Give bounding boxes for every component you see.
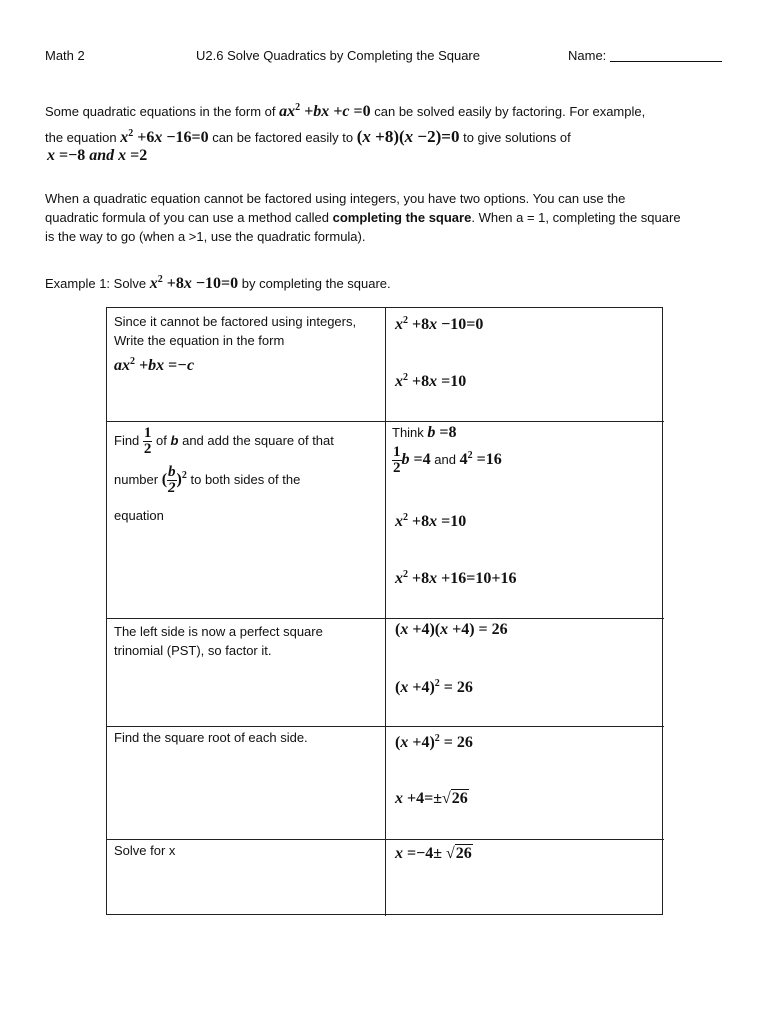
example-1-equation: $x^2 +8x -10=0$	[149, 274, 239, 292]
name-label: Name:	[568, 48, 722, 63]
step-2-equation-a: $x^2 +8x =10$	[395, 512, 467, 530]
step-3-description: The left side is now a perfect square trinomial (PST), so factor it.	[114, 624, 323, 658]
step-3-equation-b: $(x +4)^2 = 26$	[395, 678, 473, 696]
b-over-2-squared: ( $\frac{b}{2}$ )$^2$	[161, 464, 187, 496]
intro-p2-line-3: is the way to go (when a >1, use the quadratic formula).	[45, 229, 366, 244]
step-1-description: Since it cannot be factored using integers, Write the equation in the form $ax^2 +bx =-c$	[114, 314, 357, 374]
row-divider	[107, 726, 664, 727]
step-2-description: Find $\frac{1}{2}$ of b and add the square of that number ( $\frac{b}{2}$ )$^2$ to both sides of the equation	[114, 425, 334, 523]
intro-line-1: Some quadratic equations in the form of $ax^2 +bx +c =0$ can be solved easily by factoring. For example,	[45, 102, 646, 120]
row-divider	[107, 618, 664, 619]
step-1-equation-a: $x^2 +8x -10=0$	[395, 315, 484, 333]
think-b-line: Think b =8	[392, 424, 457, 441]
half-b-line: $\frac{1}{2}$ b =4 and $4^2 =16$	[393, 444, 502, 476]
example-equation: $x^2 +6x -16=0$	[120, 128, 209, 146]
one-half-fraction: $\frac{1}{2}$	[143, 425, 152, 457]
form-equation: $ax^2 +bx =-c$	[114, 356, 195, 374]
step-4-equation-a: $(x +4)^2 = 26$	[395, 733, 473, 751]
step-1-equation-b: $x^2 +8x =10$	[395, 372, 467, 390]
course-label: Math 2	[45, 48, 85, 63]
column-divider	[385, 308, 386, 916]
step-5-equation: x =−4± √26	[395, 845, 472, 862]
intro-line-2: the equation $x^2 +6x -16=0$ can be factored easily to (x +8)(x −2)=0 to give solutions of	[45, 127, 571, 146]
row-divider	[107, 839, 664, 840]
solutions-text: x =−8 and x =2	[47, 147, 148, 164]
name-blank-line[interactable]	[610, 61, 722, 62]
page-title: U2.6 Solve Quadratics by Completing the Square	[196, 48, 480, 63]
step-4-equation-b: x +4=±√26	[395, 790, 468, 807]
standard-form-equation: $ax^2 +bx +c =0$	[279, 102, 371, 120]
intro-p2-line-1: When a quadratic equation cannot be factored using integers, you have two options. You can use the	[45, 191, 626, 206]
step-4-description: Find the square root of each side.	[114, 730, 308, 745]
steps-table	[106, 307, 663, 915]
row-divider	[107, 421, 664, 422]
completing-the-square-term: completing the square	[332, 210, 472, 225]
step-3-equation-a: (x +4)(x +4) = 26	[395, 621, 508, 638]
example-1-prompt: Example 1: Solve $x^2 +8x -10=0$ by completing the square.	[45, 274, 391, 292]
step-2-equation-b: $x^2 +8x +16=10+16$	[395, 569, 517, 587]
factored-equation: (x +8)(x −2)=0	[356, 127, 460, 146]
step-5-description: Solve for x	[114, 843, 176, 858]
intro-p2-line-2: quadratic formula of you can use a method called completing the square. When a = 1, completing the square	[45, 210, 681, 225]
